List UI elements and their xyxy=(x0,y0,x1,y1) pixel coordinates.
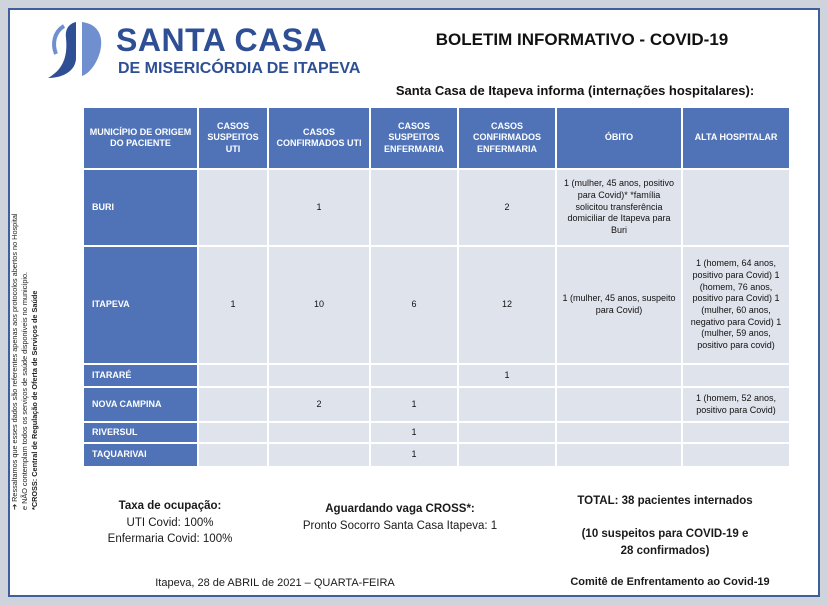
logo-title: SANTA CASA xyxy=(116,22,328,58)
waiting-heading: Aguardando vaga CROSS*: xyxy=(325,503,475,515)
cell-obito xyxy=(557,388,681,421)
bulletin-frame xyxy=(8,8,820,597)
side-note-line-2: e NÃO contemplam todos os serviços de saúde disponíveis no município. xyxy=(19,271,29,510)
cell-conf-uti xyxy=(269,423,369,442)
cell-susp-uti xyxy=(199,423,267,442)
table-row xyxy=(84,423,789,442)
cell-conf-uti: 1 xyxy=(269,170,369,245)
cell-obito: 1 (mulher, 45 anos, positivo para Covid)* *família solicitou transferência domiciliar de Itapeva para Buri xyxy=(557,170,681,245)
cell-alta xyxy=(683,444,789,466)
logo xyxy=(38,18,361,88)
cell-municipio: BURI xyxy=(84,170,197,245)
col-header-obito: ÓBITO xyxy=(557,108,681,168)
table-row xyxy=(84,388,789,421)
cell-obito xyxy=(557,423,681,442)
total-detail-1: (10 suspeitos para COVID-19 e xyxy=(581,528,749,540)
col-header-suspeitos-enfermaria: CASOS SUSPEITOS ENFERMARIA xyxy=(371,108,457,168)
cell-susp-uti xyxy=(199,365,267,386)
cell-conf-enf xyxy=(459,444,555,466)
occupancy-heading: Taxa de ocupação: xyxy=(118,500,222,512)
col-header-alta: ALTA HOSPITALAR xyxy=(683,108,789,168)
total-line: TOTAL: 38 pacientes internados xyxy=(577,495,753,507)
cell-conf-uti xyxy=(269,444,369,466)
cell-conf-enf xyxy=(459,388,555,421)
cell-municipio: RIVERSUL xyxy=(84,423,197,442)
cell-obito xyxy=(557,365,681,386)
cell-susp-uti xyxy=(199,388,267,421)
cell-municipio: NOVA CAMPINA xyxy=(84,388,197,421)
cell-susp-uti: 1 xyxy=(199,247,267,363)
side-note-line-1: ➔ Ressaltamos que esses dados são referentes apenas aos protocolos abertos no Hospital xyxy=(10,213,19,510)
col-header-municipio: MUNICÍPIO DE ORIGEM DO PACIENTE xyxy=(84,108,197,168)
santa-casa-logo-icon xyxy=(38,18,108,84)
cell-obito: 1 (mulher, 45 anos, suspeito para Covid) xyxy=(557,247,681,363)
side-note xyxy=(10,130,50,510)
cell-alta xyxy=(683,423,789,442)
side-note-cross: *CROSS: Central de Regulação de Oferta de Serviços de Saúde xyxy=(29,290,39,510)
total-detail-2: 28 confirmados) xyxy=(620,544,710,557)
cell-susp-enf: 1 xyxy=(371,423,457,442)
occupancy-uti: UTI Covid: 100% xyxy=(126,516,214,529)
cell-municipio: ITAPEVA xyxy=(84,247,197,363)
cell-susp-uti xyxy=(199,444,267,466)
table-heading: Santa Casa de Itapeva informa (internações hospitalares): xyxy=(395,83,755,98)
cell-susp-enf xyxy=(371,365,457,386)
cell-conf-enf: 12 xyxy=(459,247,555,363)
cell-susp-enf: 1 xyxy=(371,388,457,421)
cell-conf-enf xyxy=(459,423,555,442)
waiting-block xyxy=(280,501,520,534)
occupancy-block xyxy=(90,498,250,548)
cell-conf-uti: 2 xyxy=(269,388,369,421)
total-detail xyxy=(555,526,775,559)
col-header-confirmados-enfermaria: CASOS CONFIRMADOS ENFERMARIA xyxy=(459,108,555,168)
hospitalization-table xyxy=(82,106,791,468)
cell-susp-enf xyxy=(371,170,457,245)
table-row xyxy=(84,444,789,466)
cell-susp-uti xyxy=(199,170,267,245)
footer-date: Itapeva, 28 de ABRIL de 2021 – QUARTA-FEIRA xyxy=(155,577,395,589)
table-header-row xyxy=(84,108,789,168)
cell-susp-enf: 1 xyxy=(371,444,457,466)
waiting-detail: Pronto Socorro Santa Casa Itapeva: 1 xyxy=(302,519,498,532)
cell-conf-enf: 1 xyxy=(459,365,555,386)
logo-subtitle: DE MISERICÓRDIA DE ITAPEVA xyxy=(118,60,361,77)
col-header-suspeitos-uti: CASOS SUSPEITOS UTI xyxy=(199,108,267,168)
cell-municipio: TAQUARIVAI xyxy=(84,444,197,466)
cell-alta xyxy=(683,170,789,245)
cell-alta xyxy=(683,365,789,386)
occupancy-enfermaria: Enfermaria Covid: 100% xyxy=(107,533,233,546)
cell-alta: 1 (homem, 64 anos, positivo para Covid) 1 (homem, 76 anos, positivo para Covid) 1 (mulher, 60 anos, negativo para Covid) 1 (mulher, 59 anos, positivo para covid) xyxy=(683,247,789,363)
cell-municipio: ITARARÉ xyxy=(84,365,197,386)
footer-committee: Comitê de Enfrentamento ao Covid-19 xyxy=(570,576,770,588)
cell-alta: 1 (homem, 52 anos, positivo para Covid) xyxy=(683,388,789,421)
cell-conf-uti: 10 xyxy=(269,247,369,363)
cell-obito xyxy=(557,444,681,466)
cell-conf-enf: 2 xyxy=(459,170,555,245)
table-row xyxy=(84,247,789,363)
cell-conf-uti xyxy=(269,365,369,386)
cell-susp-enf: 6 xyxy=(371,247,457,363)
table-row xyxy=(84,170,789,245)
bulletin-title: BOLETIM INFORMATIVO - COVID-19 xyxy=(435,30,729,49)
table-row xyxy=(84,365,789,386)
col-header-confirmados-uti: CASOS CONFIRMADOS UTI xyxy=(269,108,369,168)
